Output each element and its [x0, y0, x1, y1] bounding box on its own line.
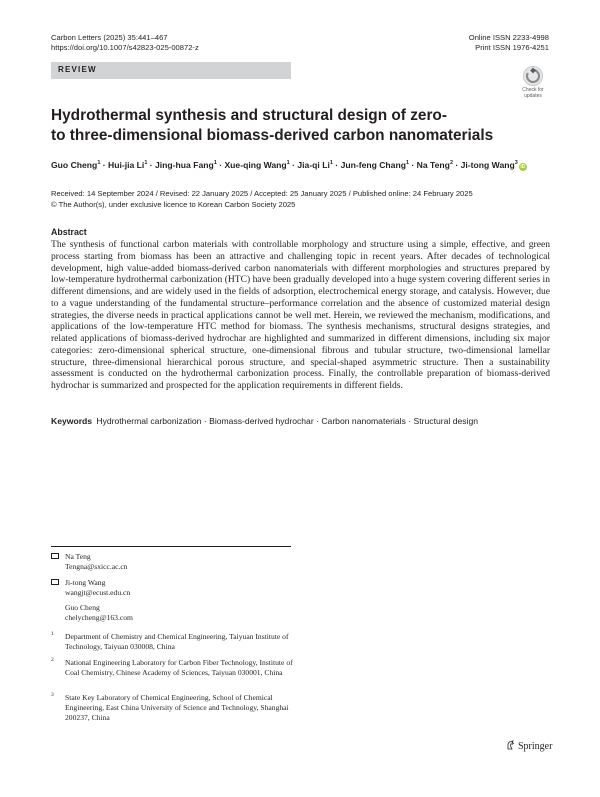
affiliation-number: 2 — [51, 657, 54, 663]
author-separator: · — [147, 159, 156, 170]
author-affiliation-mark: 1 — [213, 160, 217, 166]
affiliation-text: State Key Laboratory of Chemical Engineering, School of Chemical Engineering, East China University of Science and Technology, Shanghai 200237, China — [65, 693, 289, 722]
author-name: Ji-tong Wang — [460, 159, 515, 170]
publication-history — [51, 189, 473, 210]
author-separator: · — [332, 159, 341, 170]
author[interactable] — [155, 160, 217, 170]
correspondence-email[interactable]: chelycheng@163.com — [65, 613, 133, 622]
author-separator: · — [453, 159, 461, 170]
affiliation-text: Department of Chemistry and Chemical Engineering, Taiyuan Institute of Technology, Taiyuan 030008, China — [65, 632, 289, 651]
affiliation-number: 1 — [51, 631, 54, 637]
author-name: Jun-feng Chang — [340, 159, 406, 170]
author-affiliation-mark: 1 — [97, 160, 101, 166]
springer-horse-icon — [506, 740, 515, 750]
author-affiliation-mark: 3 — [514, 160, 518, 166]
check-updates-line1: Check for — [522, 87, 544, 93]
author-separator: · — [100, 159, 109, 170]
publisher-name: Springer — [518, 741, 553, 752]
abstract-text: The synthesis of functional carbon materials with controllable morphology and structure using a simple, effective, and green process starting from biomass has been an attractive and challenging topic in recent years. After decades of technological development, high value-added biomass-derived carbon nanomaterials with different morphologies and structures prepared by low-temperature hydrothermal carbonization (HTC) have been gradually developed into a huge system covering different series in different dimensions, and are widely used in the fields of adsorption, electrochemical energy storage, and catalysis. However, due to a vague understanding of the fundamental structure–performance correlation and the absence of customized material design strategies, the diverse needs in practical applications cannot be well met. Herein, we reviewed the mechanism, modifications, and applications of the low-temperature HTC method for biomass. The synthesis mechanisms, structural designs strategies, and related applications of biomass-derived hydrochar are highlighted and summarized in different dimensions, including six major categories: zero-dimensional spherical structure, one-dimensional fibrous and tubular structure, two-dimensional lamellar structure, three-dimensional hierarchical porous structure, and special-shaped asymmetric structure. Then a sustainability assessment is conducted on the hydrothermal carbonization process. Finally, the controllable preparation of biomass-derived hydrochar is summarized and prospected for the application requirements in different fields. — [51, 239, 550, 391]
author-name: Na Teng — [416, 159, 450, 170]
author-list — [51, 157, 571, 171]
doi-link[interactable]: https://doi.org/10.1007/s42823-025-00872-z — [51, 43, 199, 52]
title-line-2: to three-dimensional biomass-derived carbon nanomaterials — [51, 127, 494, 144]
author[interactable] — [297, 160, 333, 170]
footnote-divider — [51, 546, 291, 547]
abstract-heading: Abstract — [51, 227, 87, 237]
author-name: Jia-qi Li — [297, 159, 330, 170]
author[interactable] — [341, 160, 409, 170]
print-issn: Print ISSN 1976-4251 — [475, 43, 549, 52]
author[interactable] — [51, 160, 100, 170]
correspondence-email[interactable]: Tengna@sxicc.ac.cn — [65, 562, 128, 571]
check-updates-icon — [523, 66, 543, 86]
author-separator: · — [289, 159, 298, 170]
author-separator: · — [216, 159, 225, 170]
check-updates-line2: updates — [524, 93, 542, 99]
title-line-1: Hydrothermal synthesis and structural design of zero- — [51, 107, 447, 124]
affiliation-text: National Engineering Laboratory for Carbon Fiber Technology, Institute of Coal Chemistry, Chinese Academy of Sciences, Taiyuan 030001, China — [65, 658, 293, 677]
author-affiliation-mark: 1 — [286, 160, 290, 166]
correspondence-email[interactable]: wangjt@ecust.edu.cn — [65, 588, 131, 597]
author-name: Jing-hua Fang — [155, 159, 214, 170]
online-issn: Online ISSN 2233-4998 — [468, 33, 549, 42]
orcid-icon[interactable]: iD — [520, 163, 526, 170]
article-title — [51, 106, 511, 146]
copyright-line: © The Author(s), under exclusive licence to Korean Carbon Society 2025 — [51, 199, 296, 209]
correspondence-name: Guo Cheng — [65, 603, 100, 612]
affiliation-number: 3 — [51, 692, 54, 698]
history-dates: Received: 14 September 2024 / Revised: 22 January 2025 / Accepted: 25 January 2025 / Published online: 24 February 2025 — [51, 189, 473, 198]
author[interactable] — [224, 160, 289, 170]
author-affiliation-mark: 1 — [405, 160, 410, 166]
envelope-icon — [51, 553, 59, 559]
journal-reference: Carbon Letters (2025) 35:441–467 — [51, 33, 168, 42]
keywords-line — [51, 416, 571, 426]
author[interactable] — [108, 160, 147, 170]
article-type-label: REVIEW — [58, 65, 97, 74]
envelope-icon — [51, 579, 59, 585]
author-affiliation-mark: 1 — [144, 160, 148, 166]
check-for-updates-badge[interactable] — [518, 66, 548, 100]
author-affiliation-mark: 2 — [449, 160, 453, 166]
author[interactable] — [417, 160, 453, 170]
author-name: Guo Cheng — [51, 159, 98, 170]
author[interactable] — [461, 160, 518, 170]
keywords-text: Hydrothermal carbonization · Biomass-derived hydrochar · Carbon nanomaterials · Structural design — [96, 416, 479, 426]
correspondence-name: Na Teng — [65, 552, 91, 561]
author-name: Xue-qing Wang — [224, 159, 287, 170]
correspondence-name: Ji-tong Wang — [65, 578, 106, 587]
author-name: Hui-jia Li — [108, 159, 145, 170]
author-separator: · — [409, 159, 417, 170]
keywords-heading: Keywords — [51, 416, 93, 426]
publisher-logo — [506, 740, 552, 752]
author-affiliation-mark: 1 — [329, 160, 333, 166]
